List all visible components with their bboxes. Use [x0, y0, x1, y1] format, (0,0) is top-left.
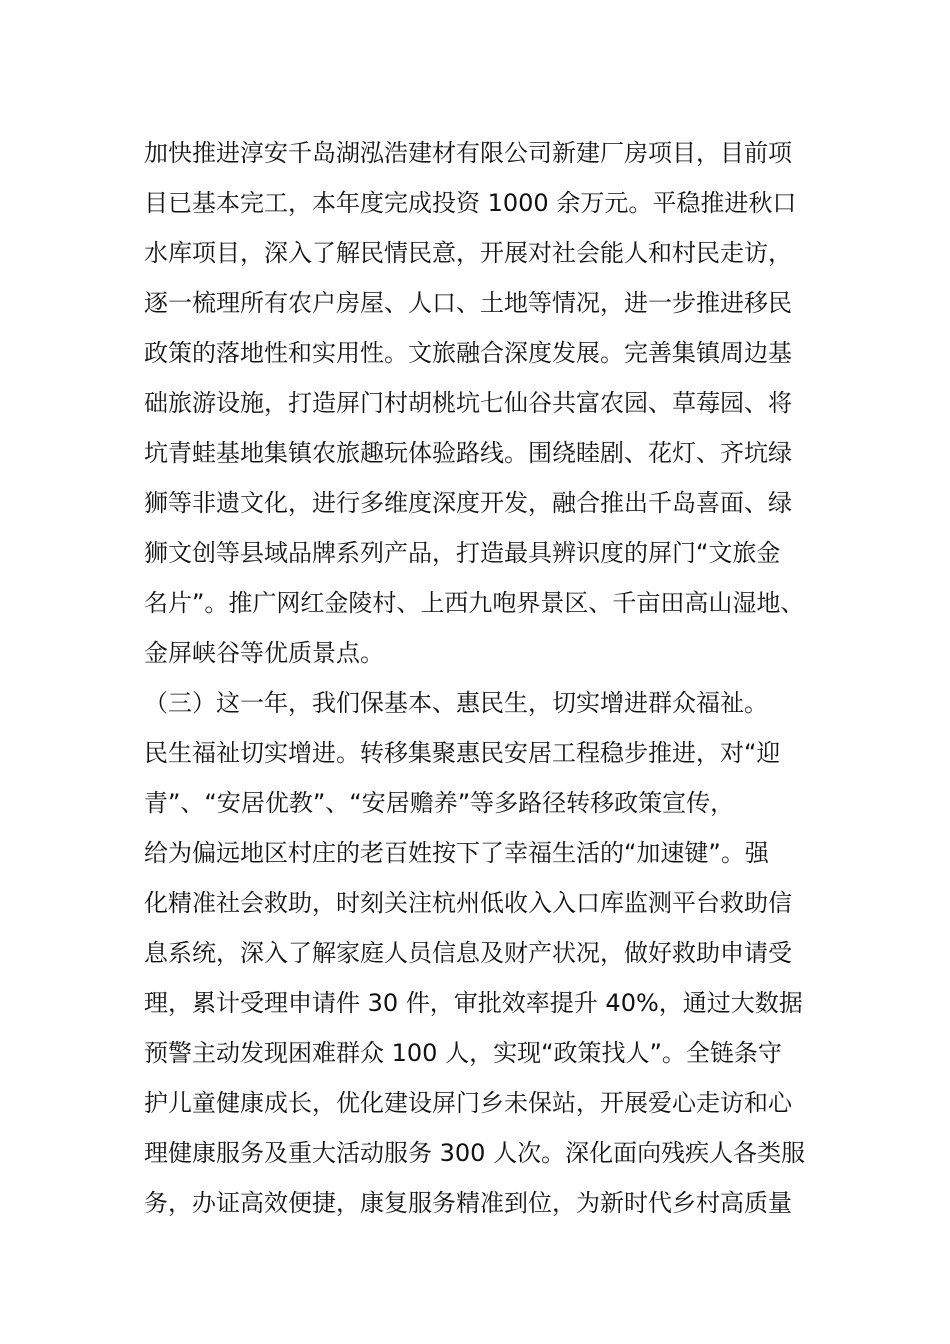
text-line: 狮等非遗文化，进行多维度深度开发，融合推出千岛喜面、绿 — [144, 489, 792, 517]
text-line: 青”、“安居优教”、“安居赡养”等多路径转移政策宣传， — [144, 789, 735, 817]
text-line: 加快推进淳安千岛湖泓浩建材有限公司新建厂房项目，目前项 — [144, 139, 792, 167]
text-line: 名片”。推广网红金陵村、上西九咆界景区、千亩田高山湿地、 — [144, 589, 805, 617]
text-line: 预警主动发现困难群众 100 人，实现“政策找人”。全链条守 — [144, 1039, 782, 1067]
text-line: 理，累计受理申请件 30 件，审批效率提升 40%，通过大数据 — [144, 989, 803, 1017]
text-line: 水库项目，深入了解民情民意，开展对社会能人和村民走访， — [144, 239, 792, 267]
text-line: 理健康服务及重大活动服务 300 人次。深化面向残疾人各类服 — [144, 1139, 806, 1167]
text-line: 给为偏远地区村庄的老百姓按下了幸福生活的“加速键”。强 — [144, 839, 769, 867]
text-line: 息系统，深入了解家庭人员信息及财产状况，做好救助申请受 — [144, 939, 792, 967]
text-line: 逐一梳理所有农户房屋、人口、土地等情况，进一步推进移民 — [144, 289, 792, 317]
section-heading: （三）这一年，我们保基本、惠民生，切实增进群众福祉。 — [144, 689, 768, 717]
text-line: 金屏峡谷等优质景点。 — [144, 639, 384, 667]
text-line: 护儿童健康成长，优化建设屏门乡未保站，开展爱心走访和心 — [144, 1089, 792, 1117]
text-line: 政策的落地性和实用性。文旅融合深度发展。完善集镇周边基 — [144, 339, 792, 367]
body-text — [144, 128, 824, 1228]
text-line: 础旅游设施，打造屏门村胡桃坑七仙谷共富农园、草莓园、将 — [144, 389, 792, 417]
text-line: 化精准社会救助，时刻关注杭州低收入入口库监测平台救助信 — [144, 889, 792, 917]
text-line: 目已基本完工，本年度完成投资 1000 余万元。平稳推进秋口 — [144, 189, 797, 217]
text-line: 民生福祉切实增进。转移集聚惠民安居工程稳步推进，对“迎 — [144, 739, 781, 767]
text-line: 狮文创等县域品牌系列产品，打造最具辨识度的屏门“文旅金 — [144, 539, 781, 567]
text-line: 坑青蛙基地集镇农旅趣玩体验路线。围绕睦剧、花灯、齐坑绿 — [144, 439, 792, 467]
text-line: 务，办证高效便捷，康复服务精准到位，为新时代乡村高质量 — [144, 1189, 792, 1217]
